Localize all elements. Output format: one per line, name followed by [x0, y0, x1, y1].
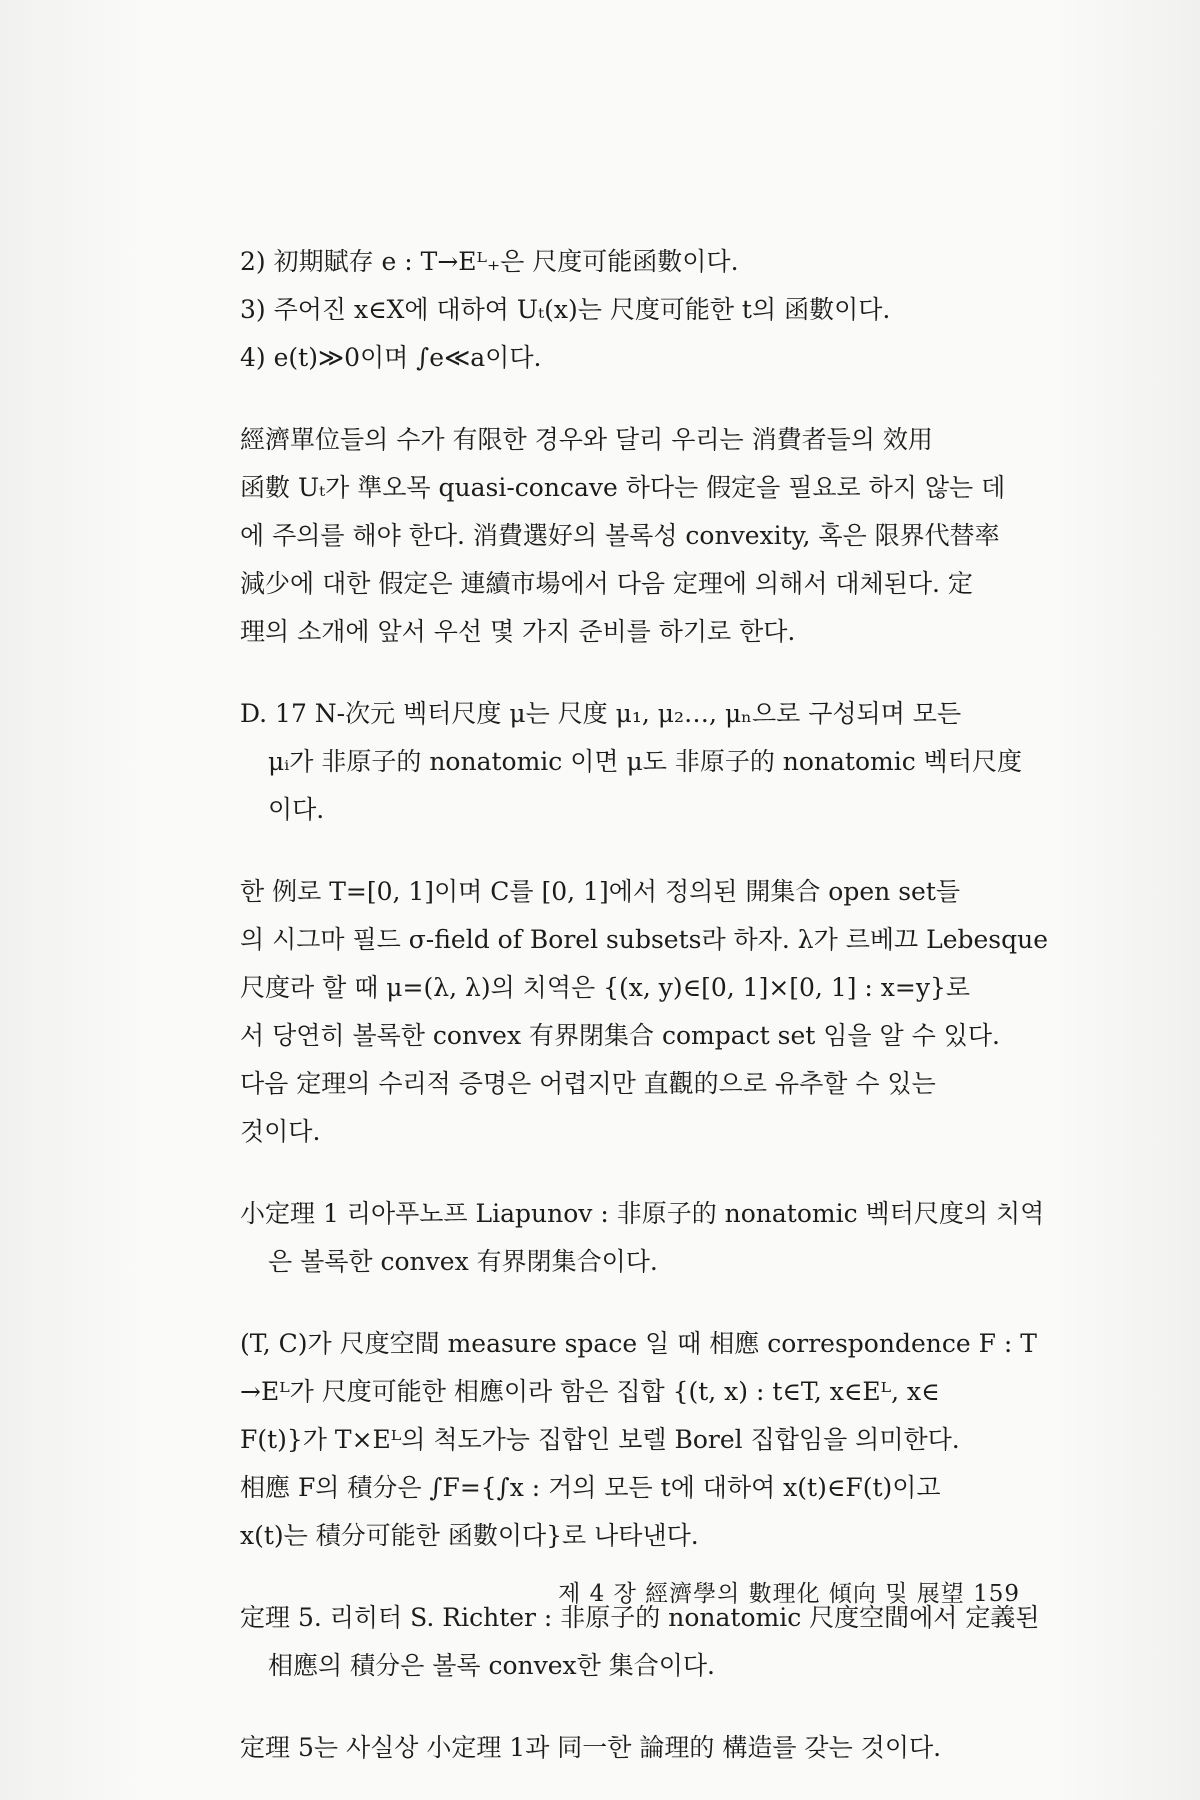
page-footer: 제 4 장 經濟學의 數理化 傾向 및 展望 159: [558, 1581, 1020, 1607]
text-line: μᵢ가 非原子的 nonatomic 이면 μ도 非原子的 nonatomic 벡터尺度: [268, 747, 1022, 776]
text-line: 小定理 1 리아푸노프 Liapunov : 非原子的 nonatomic 벡터尺度의 치역: [240, 1199, 1045, 1228]
text-line: →Eᴸ가 尺度可能한 相應이라 함은 집합 {(t, x) : t∈T, x∈Eᴸ, x∈: [240, 1377, 940, 1406]
text-line: 相應의 積分은 볼록 convex한 集合이다.: [268, 1651, 715, 1680]
lemma-1: [240, 1190, 1050, 1286]
text-line: 다음 定理의 수리적 증명은 어렵지만 直觀的으로 유추할 수 있는: [240, 1069, 936, 1098]
list-item: 2) 初期賦存 e : T→Eᴸ₊은 尺度可能函數이다.: [240, 247, 739, 276]
text-line: 것이다.: [240, 1117, 321, 1146]
paragraph-utility: [240, 416, 1050, 656]
definition-d17: [240, 690, 1050, 834]
text-line: 理의 소개에 앞서 우선 몇 가지 준비를 하기로 한다.: [240, 617, 796, 646]
list-item: 4) e(t)≫0이며 ∫e≪a이다.: [240, 343, 542, 372]
paragraph-correspondence: [240, 1320, 1050, 1560]
text-line: 函數 Uₜ가 準오목 quasi-concave 하다는 假定을 필요로 하지 않는 데: [240, 473, 1006, 502]
text-line: 尺度라 할 때 μ=(λ, λ)의 치역은 {(x, y)∈[0, 1]×[0, 1] : x=y}로: [240, 973, 971, 1002]
text-line: 의 시그마 필드 σ-field of Borel subsets라 하자. λ가 르베끄 Lebesque: [240, 925, 1049, 954]
page-body: [240, 238, 1050, 1772]
text-line: 은 볼록한 convex 有界閉集合이다.: [268, 1247, 658, 1276]
text-line: D. 17 N-次元 벡터尺度 μ는 尺度 μ₁, μ₂…, μₙ으로 구성되며 모든: [240, 699, 962, 728]
assumption-list: [240, 238, 1050, 382]
text-line: 減少에 대한 假定은 連續市場에서 다음 定理에 의해서 대체된다. 定: [240, 569, 973, 598]
text-line: 相應 F의 積分은 ∫F={∫x : 거의 모든 t에 대하여 x(t)∈F(t)이고: [240, 1473, 941, 1502]
list-item: 3) 주어진 x∈X에 대하여 Uₜ(x)는 尺度可能한 t의 函數이다.: [240, 295, 891, 324]
text-line: 經濟單位들의 수가 有限한 경우와 달리 우리는 消費者들의 效用: [240, 425, 933, 454]
text-line: 서 당연히 볼록한 convex 有界閉集合 compact set 임을 알 수 있다.: [240, 1021, 1000, 1050]
text-line: 이다.: [268, 795, 325, 824]
text-line: (T, C)가 尺度空間 measure space 일 때 相應 correspondence F : T: [240, 1329, 1037, 1358]
paragraph-example: [240, 868, 1050, 1156]
closing-sentence: 定理 5는 사실상 小定理 1과 同一한 論理的 構造를 갖는 것이다.: [240, 1733, 942, 1762]
text-line: 에 주의를 해야 한다. 消費選好의 볼록성 convexity, 혹은 限界代替率: [240, 521, 1000, 550]
text-line: x(t)는 積分可能한 函數이다}로 나타낸다.: [240, 1521, 699, 1550]
text-line: F(t)}가 T×Eᴸ의 척도가능 집합인 보렐 Borel 집합임을 의미한다.: [240, 1425, 960, 1454]
text-line: 定理 5. 리히터 S. Richter : 非原子的 nonatomic 尺度空間에서 定義된: [240, 1603, 1040, 1632]
text-line: 한 例로 T=[0, 1]이며 C를 [0, 1]에서 정의된 開集合 open set들: [240, 877, 961, 906]
